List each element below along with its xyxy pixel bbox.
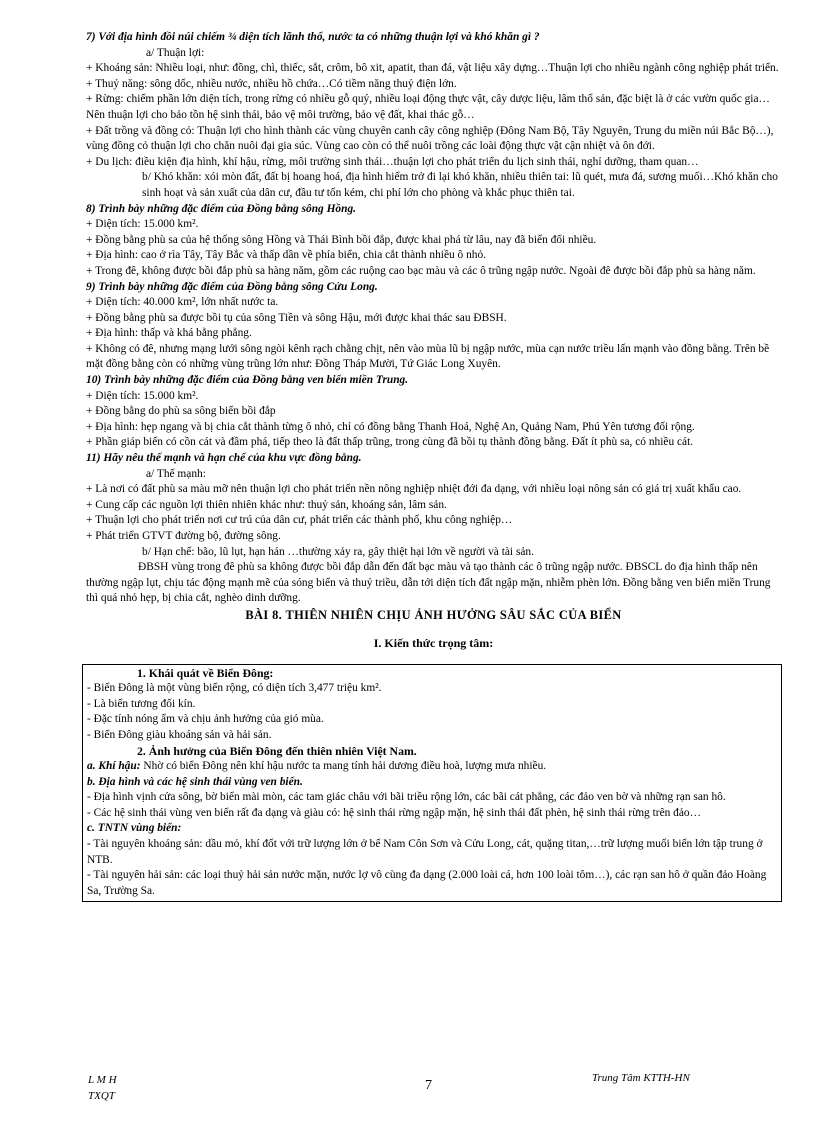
section-1-item-1: - Biển Đông là một vùng biển rộng, có diện tích 3,477 triệu km². (87, 682, 382, 695)
footer-author: L M H (88, 1074, 117, 1086)
q11-strengths-heading: a/ Thế mạnh: (146, 467, 206, 480)
section-1-item-3: - Đặc tính nóng ẩm và chịu ảnh hưởng của gió mùa. (87, 713, 324, 726)
section-2b-item-1: - Địa hình vịnh cửa sông, bờ biển mài mòn, các tam giác châu với bãi triều rộng lớn, các bãi cát phẳng, các đảo ven bờ và những rạn san hô. (87, 791, 726, 804)
key-knowledge-box (82, 664, 782, 903)
question-9-title: 9) Trình bày những đặc điểm của Đồng bằng sông Cửu Long. (86, 280, 378, 293)
q8-point-dikes: + Trong đê, không được bồi đắp phù sa hàng năm, gồm các ruộng cao bạc màu và các ô trũng ngập nước. Ngoài đê được bồi đắp phù sa hàng năm. (86, 264, 756, 277)
section-2c-item-2: - Tài nguyên hải sản: các loại thuỷ hải sản nước mặn, nước lợ vô cùng đa dạng (2.000 loài cá, hơn 100 loài tôm…), các rạn san hô ở quần đảo Hoàng Sa, Trường Sa. (87, 869, 767, 897)
question-7-title: 7) Với địa hình đồi núi chiếm ¾ diện tích lãnh thổ, nước ta có những thuận lợi và khó khăn gì ? (86, 31, 540, 43)
section-1-item-4: - Biển Đông giàu khoáng sản và hải sản. (87, 728, 272, 741)
q10-point-coast: + Phần giáp biển có cồn cát và đầm phá, tiếp theo là đất thấp trũng, trong cùng đã bồi tụ thành đồng bằng. Đất ít phù sa, có nhiều cát. (86, 436, 694, 449)
question-11-title: 11) Hãy nêu thế mạnh và hạn chế của khu vực đồng bằng. (86, 452, 362, 465)
question-8-title: 8) Trình bày những đặc điểm của Đồng bằng sông Hồng. (86, 202, 357, 215)
q9-point-rivers: + Không có đê, nhưng mạng lưới sông ngòi kênh rạch chằng chịt, nên vào mùa lũ bị ngập nước, mùa cạn nước triều lấn mạnh vào đồng bằng. Trên bề mặt đồng bằng còn có những vùng trũng lớn như: Đồng Tháp Mười, Tứ Giác Long Xuyên. (86, 342, 770, 371)
q7-difficulties: b/ Khó khăn: xói mòn đất, đất bị hoang hoá, địa hình hiểm trở đi lại khó khăn, nhiều thiên tai: lũ quét, mưa đá, sương muối…Khó khăn cho sinh hoạt và sản xuất của dân cư, đầu tư tốn kém, chi phí lớn cho phòng và khắc phục thiên tai. (142, 171, 778, 199)
footer-school: TXQT (88, 1090, 115, 1102)
q7-point-land: + Đất trồng và đồng cỏ: Thuận lợi cho hình thành các vùng chuyên canh cây công nghiệp (Đông Nam Bộ, Tây Nguyên, Trung du miền núi Bắc Bộ…), vùng đồng cỏ thuận lợi cho chăn nuôi đại gia súc. Vùng cao còn có thể nuôi trồng các loài động thực vật cận nhiệt và ôn đới. (86, 124, 774, 153)
q7-point-minerals: + Khoáng sản: Nhiều loại, như: đồng, chì, thiếc, sắt, crôm, bô xit, apatit, than đá, vật liệu xây dựng…Thuận lợi cho nhiều ngành công nghiệp phát triển. (86, 62, 779, 75)
footer-center-name: Trung Tâm KTTH-HN (592, 1072, 690, 1084)
section-2-heading: 2. Ảnh hưởng của Biển Đông đến thiên nhiên Việt Nam. (137, 743, 417, 758)
q11-limitations: b/ Hạn chế: bão, lũ lụt, hạn hán …thường xảy ra, gây thiệt hại lớn về người và tài sản. (142, 545, 534, 558)
lesson-8-subtitle: I. Kiến thức trọng tâm: (373, 635, 494, 650)
q11-point-settlement: + Thuận lợi cho phát triển nơi cư trú của dân cư, phát triển các thành phố, khu công nghiệp… (86, 514, 513, 527)
section-1-heading: 1. Khái quát về Biển Đông: (137, 665, 274, 680)
section-2b-item-2: - Các hệ sinh thái vùng ven biển rất đa dạng và giàu có: hệ sinh thái rừng ngập mặn, hệ sinh thái đất phèn, hệ sinh thái rừng trên đảo… (87, 806, 701, 819)
q11-point-resources: + Cung cấp các nguồn lợi thiên nhiên khác như: thuỷ sản, khoáng sản, lâm sản. (86, 498, 447, 511)
footer-left (88, 1072, 117, 1104)
section-2b-label: b. Địa hình và các hệ sinh thái vùng ven biển. (87, 775, 303, 788)
q11-point-transport: + Phát triển GTVT đường bộ, đường sông. (86, 530, 281, 542)
q11-detail: ĐBSH vùng trong đê phù sa không được bồi đắp dẫn đến đất bạc màu và tạo thành các ô trũng ngập nước. ĐBSCL do địa hình thấp nên thường ngập lụt, chịu tác động mạnh mẽ của sóng biển và thuỷ triều, dẫn tới diện tích đất ngập mặn, nhiễm phèn lớn. Đồng bằng ven biển miền Trung thì quá nhỏ hẹp, bị chia cắt, nghèo dinh dưỡng. (86, 561, 771, 605)
q9-point-origin: + Đồng bằng phù sa được bồi tụ của sông Tiền và sông Hậu, mới được khai thác sau ĐBSH. (86, 311, 507, 324)
q10-point-area: + Diện tích: 15.000 km². (86, 389, 199, 402)
section-2c-item-1: - Tài nguyên khoáng sản: dầu mỏ, khí đốt với trữ lượng lớn ở bể Nam Côn Sơn và Cửu Long, cát, quặng titan,…trữ lượng muối biển lớn tập trung ở NTB. (87, 838, 763, 866)
page-footer (88, 1072, 778, 1112)
section-2c-label: c. TNTN vùng biển: (87, 822, 182, 835)
q7-point-tourism: + Du lịch: điều kiện địa hình, khí hậu, rừng, môi trường sinh thái…thuận lợi cho phát triển du lịch sinh thái, nghỉ dưỡng, tham quan… (86, 155, 699, 168)
page-number: 7 (425, 1078, 432, 1093)
section-2a (87, 759, 777, 775)
lesson-8-title: BÀI 8. THIÊN NHIÊN CHỊU ẢNH HƯỞNG SÂU SẮC CỦA BIỂN (245, 607, 622, 622)
q8-point-terrain: + Địa hình: cao ở rìa Tây, Tây Bắc và thấp dần về phía biển, chia cắt thành nhiều ô nhỏ. (86, 249, 487, 262)
q9-point-area: + Diện tích: 40.000 km², lớn nhất nước ta. (86, 296, 279, 309)
q7-point-forest: + Rừng: chiếm phần lớn diện tích, trong rừng có nhiều gỗ quý, nhiều loại động thực vật, cây dược liệu, lâm thổ sản, đặc biệt là ở các vườn quốc gia…Nên thuận lợi cho bảo tồn hệ sinh thái, bảo vệ môi trường, bảo vệ đất, khai thác gỗ… (86, 93, 770, 121)
document-body (86, 30, 781, 902)
q7-point-hydropower: + Thuỷ năng: sông dốc, nhiều nước, nhiều hồ chứa…Có tiềm năng thuỷ điện lớn. (86, 77, 457, 90)
section-2a-label: a. Khí hậu: (87, 760, 141, 773)
q8-point-origin: + Đồng bằng phù sa của hệ thống sông Hồng và Thái Bình bồi đắp, được khai phá từ lâu, nay đã biến đổi nhiều. (86, 233, 597, 246)
q8-point-area: + Diện tích: 15.000 km². (86, 218, 199, 231)
q10-point-origin: + Đồng bằng do phù sa sông biển bồi đắp (86, 405, 276, 418)
q11-point-soil: + Là nơi có đất phù sa màu mỡ nên thuận lợi cho phát triển nền nông nghiệp nhiệt đới đa dạng, với nhiều loại nông sản có giá trị xuất khẩu cao. (86, 483, 742, 496)
q10-point-terrain: + Địa hình: hẹp ngang và bị chia cắt thành từng ô nhỏ, chỉ có đồng bằng Thanh Hoá, Nghệ An, Quảng Nam, Phú Yên tương đối rộng. (86, 420, 695, 433)
question-10-title: 10) Trình bày những đặc điểm của Đồng bằng ven biển miền Trung. (86, 374, 409, 387)
q7-advantages-heading: a/ Thuận lợi: (146, 46, 205, 59)
q9-point-terrain: + Địa hình: thấp và khá bằng phẳng. (86, 327, 252, 340)
section-1-item-2: - Là biển tương đối kín. (87, 697, 196, 710)
section-2a-text: Nhờ có biển Đông nên khí hậu nước ta mang tính hải dương điều hoà, lượng mưa nhiều. (140, 760, 547, 773)
